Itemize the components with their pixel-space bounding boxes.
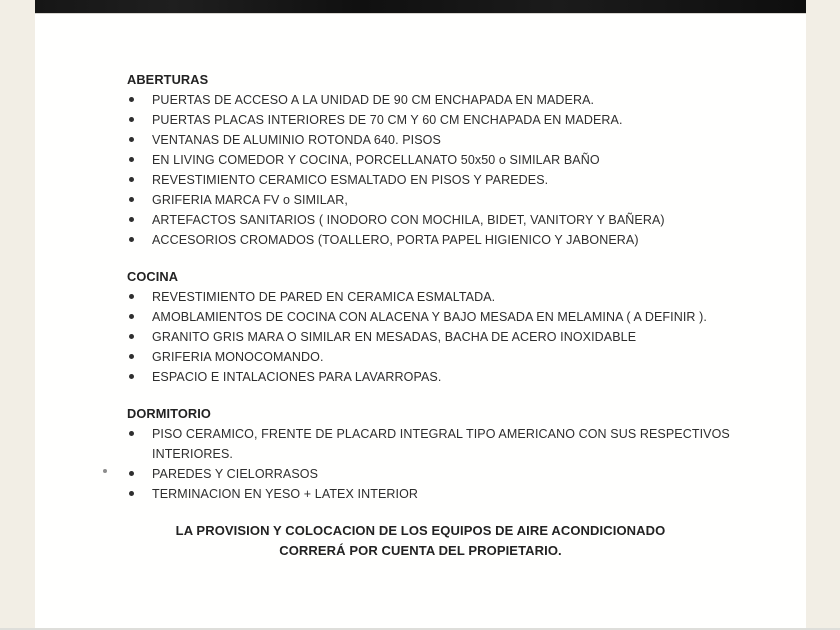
list-item — [127, 210, 759, 230]
list-item — [127, 190, 759, 210]
list-item-text: AMOBLAMIENTOS DE COCINA CON ALACENA Y BAJO MESADA EN MELAMINA ( A DEFINIR ). — [152, 310, 707, 324]
bullet-icon — [127, 130, 152, 142]
bullet-icon — [127, 307, 152, 319]
sections — [127, 70, 759, 504]
list-item-text: ESPACIO E INTALACIONES PARA LAVARROPAS. — [152, 370, 442, 384]
bullet-icon — [127, 287, 152, 299]
list-item-text: PAREDES Y CIELORRASOS — [152, 467, 319, 481]
list-item — [127, 464, 759, 484]
list-item — [127, 424, 759, 464]
list-item-text: ACCESORIOS CROMADOS (TOALLERO, PORTA PAPEL HIGIENICO Y JABONERA) — [152, 233, 639, 247]
list-item-text: PUERTAS PLACAS INTERIORES DE 70 CM Y 60 CM ENCHAPADA EN MADERA. — [152, 113, 623, 127]
list-item-text: GRIFERIA MARCA FV o SIMILAR, — [152, 193, 348, 207]
bullet-icon — [127, 210, 152, 222]
list-item — [127, 90, 759, 110]
bullet-icon — [127, 327, 152, 339]
section-title: COCINA — [127, 269, 179, 284]
section-dormitorio — [127, 404, 759, 504]
list-item-text: PUERTAS DE ACCESO A LA UNIDAD DE 90 CM ENCHAPADA EN MADERA. — [152, 93, 595, 107]
bullet-icon — [127, 190, 152, 202]
bullet-icon — [127, 90, 152, 102]
list-item-text: VENTANAS DE ALUMINIO ROTONDA 640. PISOS — [152, 133, 441, 147]
list-item — [127, 170, 759, 190]
document-page — [35, 0, 806, 630]
list-item-text: REVESTIMIENTO CERAMICO ESMALTADO EN PISOS Y PAREDES. — [152, 173, 549, 187]
list-item — [127, 484, 759, 504]
footer-line-2: CORRERÁ POR CUENTA DEL PROPIETARIO. — [279, 543, 562, 558]
bullet-icon — [127, 110, 152, 122]
bullet-icon — [127, 150, 152, 162]
section-title: DORMITORIO — [127, 406, 211, 421]
list-item — [127, 347, 759, 367]
footer-note — [35, 521, 806, 561]
bullet-icon — [127, 367, 152, 379]
list-item — [127, 230, 759, 250]
list-item — [127, 367, 759, 387]
list-item-text: TERMINACION EN YESO + LATEX INTERIOR — [152, 487, 419, 501]
bullet-icon — [127, 347, 152, 359]
list-item-text: ARTEFACTOS SANITARIOS ( INODORO CON MOCHILA, BIDET, VANITORY Y BAÑERA) — [152, 213, 665, 227]
list-item-text: GRANITO GRIS MARA O SIMILAR EN MESADAS, BACHA DE ACERO INOXIDABLE — [152, 330, 637, 344]
bullet-icon — [127, 230, 152, 242]
list-item-text: PISO CERAMICO, FRENTE DE PLACARD INTEGRAL TIPO AMERICANO CON SUS RESPECTIVOS INTERIORES. — [152, 427, 730, 461]
list-item — [127, 287, 759, 307]
photo-top-dark-band — [35, 0, 806, 14]
list-item — [127, 130, 759, 150]
list-item-text: EN LIVING COMEDOR Y COCINA, PORCELLANATO 50x50 o SIMILAR BAÑO — [152, 153, 600, 167]
list-item-text: GRIFERIA MONOCOMANDO. — [152, 350, 324, 364]
section-title: ABERTURAS — [127, 72, 209, 87]
list-item — [127, 150, 759, 170]
list-item — [127, 110, 759, 130]
list-item — [127, 307, 759, 327]
bullet-icon — [127, 464, 152, 476]
stray-bullet-mark — [103, 469, 107, 473]
list-item — [127, 327, 759, 347]
bullet-icon — [127, 424, 152, 436]
bullet-icon — [127, 484, 152, 496]
list-item-text: REVESTIMIENTO DE PARED EN CERAMICA ESMALTADA. — [152, 290, 496, 304]
section-cocina — [127, 267, 759, 387]
section-aberturas — [127, 70, 759, 250]
bullet-icon — [127, 170, 152, 182]
footer-line-1: LA PROVISION Y COLOCACION DE LOS EQUIPOS DE AIRE ACONDICIONADO — [175, 523, 666, 538]
